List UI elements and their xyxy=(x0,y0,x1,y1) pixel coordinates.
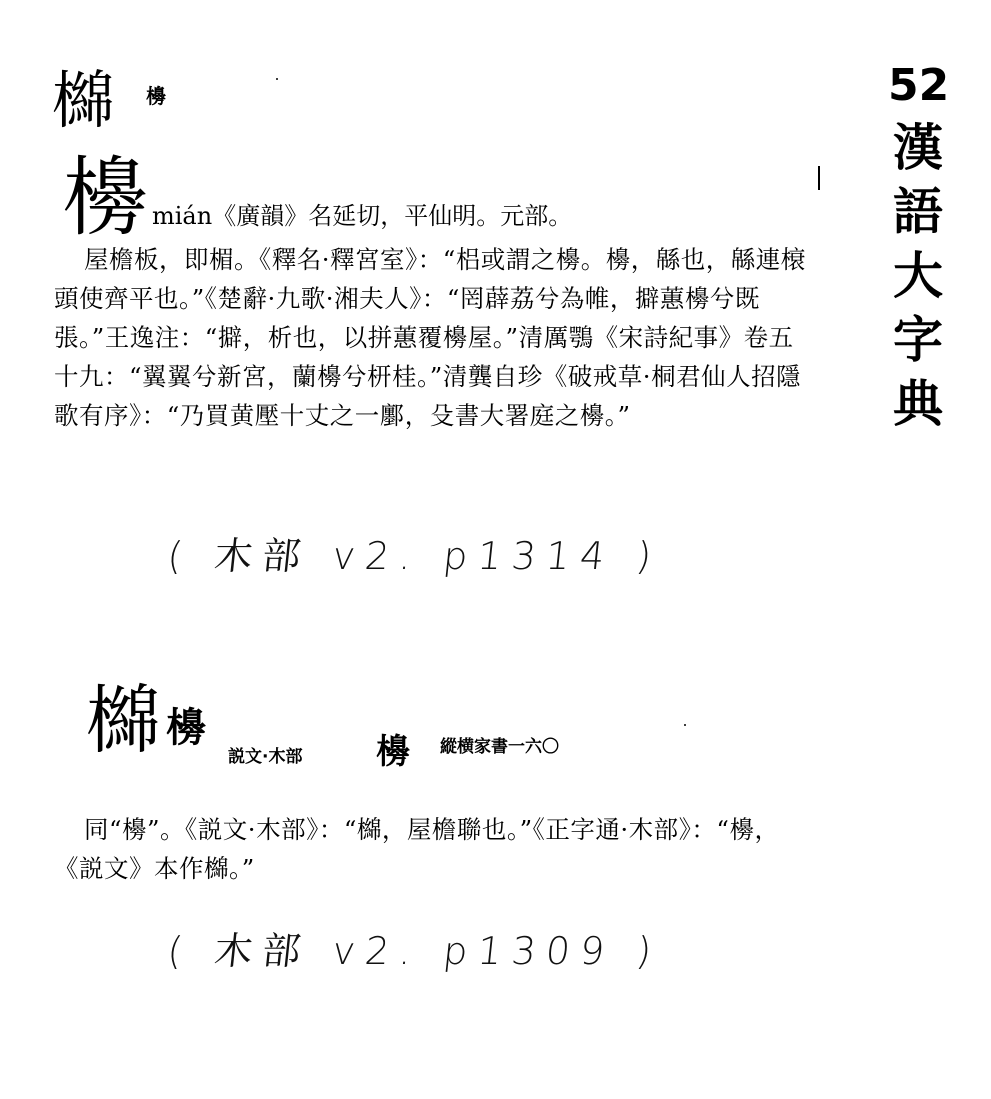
entry2-handwritten-note: ( 木部 v2. p1309 ) xyxy=(165,929,664,973)
scan-speck xyxy=(276,78,278,80)
entry1-definition: 屋檐板，即楣。《釋名·釋宮室》：“梠或謂之櫋。櫋，緜也，緜連榱頭使齊平也。”《楚辭·九歌·湘夫人》：“罔薜荔兮為帷，擗蕙櫋兮既張。”王逸注：“擗，析也，以拼蕙覆櫋屋。”清厲鶚《宋詩紀事》卷五十九：“翼翼兮新宮，蘭櫋兮枅桂。”清龔自珍《破戒草·桐君仙人招隱歌有序》：“乃買黄壓十丈之一鄽，殳書大署庭之櫋。” xyxy=(54,245,806,430)
entry1-pronunciation: mián《廣韻》名延切，平仙明。元部。 xyxy=(152,202,573,230)
entry1-variant-small: 櫋 xyxy=(146,84,166,108)
entry2-source-zonghengjia: 縱横家書一六〇 xyxy=(440,737,559,757)
margin-mark xyxy=(818,166,820,190)
page-number: 52 xyxy=(888,60,950,111)
entry2-headword: 檰 xyxy=(86,678,160,764)
entry1-handwritten-note: ( 木部 v2. p1314 ) xyxy=(165,534,664,578)
entry2-seal-script: 櫋 xyxy=(166,704,206,751)
scan-speck xyxy=(684,724,686,726)
entry1-headword: 櫋 xyxy=(62,148,148,248)
entry2-variant-glyph: 櫋 xyxy=(376,732,410,772)
dictionary-title: 漢語大字典 xyxy=(893,119,943,433)
entry2-definition: 同“櫋”。《説文·木部》：“檰，屋檐聯也。”《正字通·木部》：“櫋，《説文》本作檰。” xyxy=(54,815,780,883)
entry2-source-shuowen: 説文·木部 xyxy=(228,747,303,767)
entry1-variant-headword: 檰 xyxy=(52,64,115,137)
